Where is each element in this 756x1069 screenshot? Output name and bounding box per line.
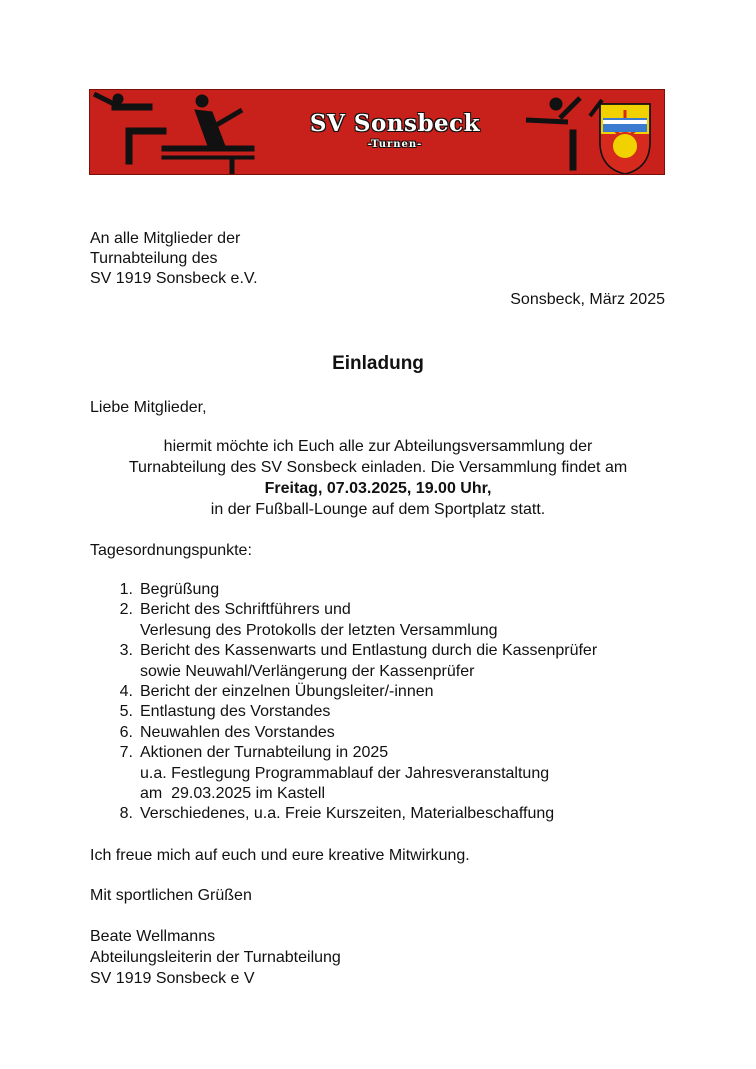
agenda-text: Bericht des Schriftführers und [140, 601, 351, 619]
signature-name: Beate Wellmanns [90, 928, 216, 945]
agenda-text: sowie Neuwahl/Verlängerung der Kassenprüfer [140, 662, 475, 680]
agenda-number: 1. [119, 581, 133, 598]
recipient-line: Turnabteilung des [90, 250, 218, 267]
greeting: Liebe Mitglieder, [90, 399, 207, 416]
intro-line: in der Fußball-Lounge auf dem Sportplatz statt. [210, 501, 546, 518]
agenda-text: Aktionen der Turnabteilung in 2025 [140, 744, 389, 762]
agenda-number: 2. [119, 601, 133, 619]
agenda-text: Bericht der einzelnen Übungsleiter/-innen [140, 682, 434, 700]
letter-date: Sonsbeck, März 2025 [510, 291, 665, 308]
agenda-number: 3. [119, 642, 133, 660]
regards: Mit sportlichen Grüßen [90, 887, 252, 904]
intro-line: Turnabteilung des SV Sonsbeck einladen. Die Versammlung findet am [128, 459, 628, 476]
header-banner [89, 89, 665, 175]
intro-line: hiermit möchte ich Euch alle zur Abteilungsversammlung der [163, 438, 593, 455]
signature-role: Abteilungsleiterin der Turnabteilung [90, 949, 341, 966]
agenda-number: 4. [119, 682, 133, 700]
agenda-text: Bericht des Kassenwarts und Entlastung durch die Kassenprüfer [140, 642, 598, 660]
intro-paragraph [0, 437, 756, 521]
agenda-text: Neuwahlen des Vorstandes [140, 723, 335, 741]
club-name: SV Sonsbeck [309, 110, 481, 137]
recipient-line: An alle Mitglieder der [90, 230, 241, 247]
signature-org: SV 1919 Sonsbeck e V [90, 970, 255, 987]
agenda-text: u.a. Festlegung Programmablauf der Jahresveranstaltung [140, 764, 550, 782]
agenda-number: 6. [119, 723, 133, 741]
letter-title: Einladung [332, 353, 424, 374]
agenda-number: 5. [119, 703, 133, 721]
agenda-text: Verschiedenes, u.a. Freie Kurszeiten, Materialbeschaffung [140, 805, 555, 823]
club-department: -Turnen- [367, 139, 423, 150]
agenda-number: 7. [119, 744, 133, 762]
agenda-text: Verlesung des Protokolls der letzten Versammlung [140, 621, 498, 639]
agenda-text: Begrüßung [140, 581, 220, 598]
agenda-text: am 29.03.2025 im Kastell [140, 784, 325, 802]
agenda-text: Entlastung des Vorstandes [140, 703, 331, 721]
signature-block [90, 927, 341, 990]
crest-icon [600, 104, 650, 174]
agenda-number: 8. [119, 805, 133, 823]
recipient-line: SV 1919 Sonsbeck e.V. [90, 270, 258, 287]
meeting-datetime: Freitag, 07.03.2025, 19.00 Uhr, [264, 480, 492, 497]
closing-sentence: Ich freue mich auf euch und eure kreative Mitwirkung. [90, 847, 470, 864]
agenda-heading: Tagesordnungspunkte: [90, 542, 252, 559]
recipient-address [90, 229, 258, 289]
